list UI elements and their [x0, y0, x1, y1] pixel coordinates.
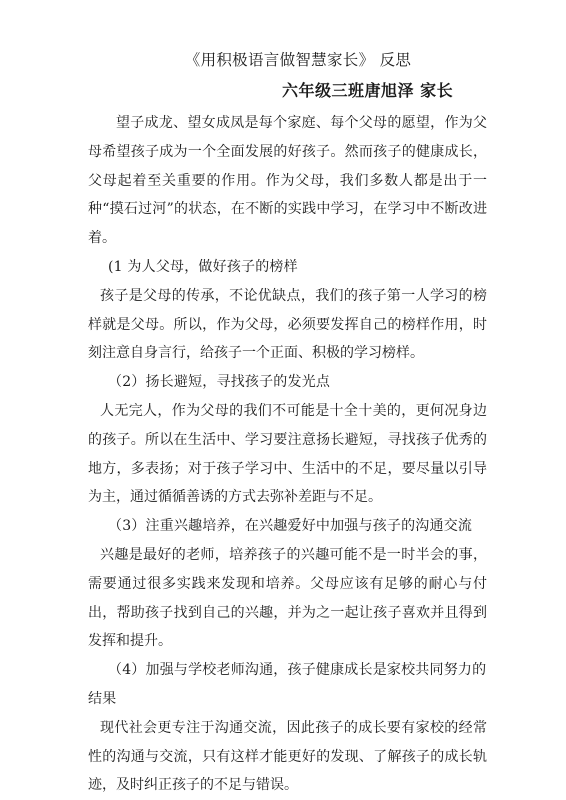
document-byline: 六年级三班唐旭泽 家长	[282, 81, 454, 100]
section-3-paragraph: 兴趣是最好的老师，培养孩子的兴趣可能不是一时半会的事，需要通过很多实践来发现和培养。父母应该有足够的耐心与付出，帮助孩子找到自己的兴趣，并为之一起让孩子喜欢并且得到发挥和提升。	[88, 546, 487, 650]
section-2-paragraph: 人无完人，作为父母的我们不可能是十全十美的，更何况身边的孩子。所以在生活中、学习要注意扬长避短，寻找孩子优秀的地方，多表扬；对于孩子学习中、生活中的不足，要尽量以引导为主，通过循循善诱的方式去弥补差距与不足。	[88, 402, 487, 506]
intro-paragraph: 望子成龙、望女成凤是每个家庭、每个父母的愿望，作为父母希望孩子成为一个全面发展的好孩子。然而孩子的健康成长，父母起着至关重要的作用。作为父母，我们多数人都是出于一种“摸石过河”的状态，在不断的实践中学习，在学习中不断改进着。	[88, 115, 487, 247]
section-2-heading: （2）扬长避短，寻找孩子的发光点	[108, 374, 331, 391]
section-1-paragraph: 孩子是父母的传承，不论优缺点，我们的孩子第一人学习的榜样就是父母。所以，作为父母，必须要发挥自己的榜样作用，时刻注意自身言行，给孩子一个正面、积极的学习榜样。	[88, 287, 487, 362]
section-4-paragraph: 现代社会更专注于沟通交流，因此孩子的成长要有家校的经常性的沟通与交流，只有这样才能更好的发现、了解孩子的成长轨迹，及时纠正孩子的不足与错误。	[88, 719, 487, 794]
document-body	[88, 109, 487, 800]
document-title: 《用积极语言做智慧家长》 反思	[184, 51, 412, 69]
section-1-heading: (1 为人父母，做好孩子的榜样	[108, 258, 298, 275]
section-4-heading: （4）加强与学校老师沟通，孩子健康成长是家校共同努力的结果	[88, 662, 487, 707]
section-3-heading: （3）注重兴趣培养，在兴趣爱好中加强与孩子的沟通交流	[108, 518, 473, 535]
